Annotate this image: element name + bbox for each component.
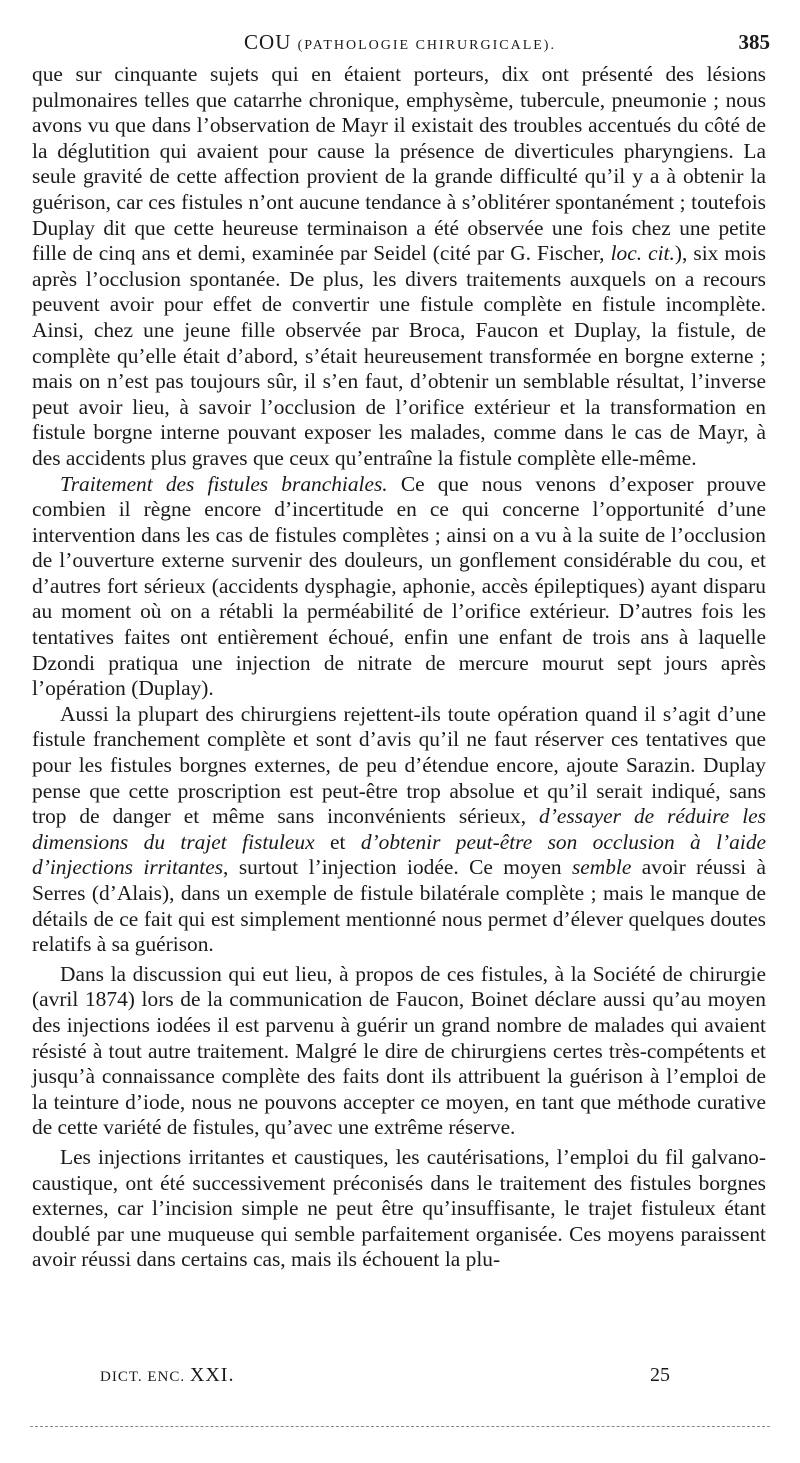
volume-number: XXI.: [189, 1364, 235, 1386]
running-header: [0, 28, 800, 58]
running-title-sub: (PATHOLOGIE CHIRURGICALE).: [297, 38, 556, 53]
body-text: [32, 62, 766, 1273]
paragraph-2: [32, 472, 766, 702]
scan-edge-line: [30, 1426, 770, 1427]
printer-signature: [100, 1364, 234, 1387]
page-number: 385: [738, 30, 770, 54]
paragraph-3-italic: semble: [571, 855, 632, 880]
paragraph-3-segment: Aussi la plupart des chirurgiens rejettent-ils toute opération quand il s’agit d’une fistule franchement complète et sont d’avis qu’il ne faut réserver ces tentatives que pour les fistules borgnes externes, de peu d’étendue encore, ajoute Sarazin. Duplay pense que cette proscription est peut-être trop absolue et qu’il serait indiqué, sans trop de danger et même sans inconvénients sérieux,: [32, 701, 766, 829]
signature-abbrev: DICT. ENC.: [100, 1369, 186, 1385]
paragraph-2-segment: Ce que nous venons d’exposer prouve combien il règne encore d’incertitude en ce qui concerne l’opportunité d’une intervention dans les cas de fistules complètes ; ainsi on a vu à la suite de l’occlusion de l’ouverture externe survenir des douleurs, un gonflement considérable du cou, et d’autres fort sérieux (accidents dysphagie, aphonie, accès épileptiques) ayant disparu au moment où on a rétabli la perméabilité de l’orifice extérieur. D’autres fois les tentatives faites ont entièrement échoué, enfin une enfant de trois ans à laquelle Dzondi pratiqua une injection de nitrate de mercure mourut sept jours après l’opération (Duplay).: [32, 471, 767, 701]
paragraph-3: [32, 702, 766, 958]
running-title-main: COU: [244, 30, 292, 54]
sheet-number: 25: [650, 1364, 670, 1386]
paragraph-3-segment: , surtout l’injection iodée. Ce moyen: [223, 855, 572, 880]
paragraph-3-segment: et: [314, 829, 361, 854]
signature-footer: [0, 1364, 800, 1394]
running-title: [0, 30, 800, 55]
paragraph-4: [32, 962, 766, 1141]
paragraph-1-segment: ), six mois après l’occlusion spontanée. De plus, les divers traitements auxquels on a recours peuvent avoir pour effet de convertir une fistule complète en fistule incomplète. Ainsi, chez une jeune fille observée par Broca, Faucon et Duplay, la fistule, de complète qu’elle était d’abord, s’était heureusement transformée en borgne externe ; mais on n’est pas toujours sûr, il s’en faut, d’obtenir un semblable résultat, l’inverse peut avoir lieu, à savoir l’occlusion de l’orifice extérieur et la transformation en fistule borgne interne pouvant exposer les malades, comme dans le cas de Mayr, à des accidents plus graves que ceux qu’entraîne la fistule complète elle-même.: [32, 241, 766, 470]
paragraph-4-segment: Dans la discussion qui eut lieu, à propos de ces fistules, à la Société de chirurgie (avril 1874) lors de la communication de Faucon, Boinet déclare aussi qu’au moyen des injections iodées il est parvenu à guérir un grand nombre de malades qui avaient résisté à tout autre traitement. Malgré le dire de chirurgiens certes très-compétents et jusqu’à connaissance complète des faits dont ils attribuent la guérison à l’emploi de la teinture d’iode, nous ne pouvons accepter ce moyen, en tant que méthode curative de cette variété de fistules, qu’avec une extrême réserve.: [32, 961, 766, 1140]
paragraph-3-segment: avoir réussi à Serres (d’Alais), dans un exemple de fistule bilatérale complète ; mais le manque de détails de ce fait qui est simplement mentionné nous permet d’élever quelques doutes relatifs à sa guérison.: [32, 855, 766, 957]
paragraph-3-italic: d’essayer de réduire les dimensions du trajet fistuleux: [32, 804, 767, 854]
paragraph-1: [32, 62, 766, 472]
section-heading-traitement: Traitement des fistules branchiales.: [60, 471, 388, 496]
paragraph-5-segment: Les injections irritantes et caustiques, les cautérisations, l’emploi du fil galvano-caustique, ont été successivement préconisés dans le traitement des fistules borgnes externes, car l’incision simple ne peut être qu’insuffisante, le trajet fistuleux étant doublé par une muqueuse qui semble parfaitement organisée. Ces moyens paraissent avoir réussi dans certains cas, mais ils échouent la plu-: [32, 1144, 766, 1272]
paragraph-1-italic: loc. cit.: [610, 241, 675, 266]
paragraph-1-segment: que sur cinquante sujets qui en étaient porteurs, dix ont présenté des lésions pulmonaires telles que catarrhe chronique, emphysème, tubercule, pneumonie ; nous avons vu que dans l’observation de Mayr il existait des troubles accentués du côté de la déglutition qui avaient pour cause la présence de diverticules pharyngiens. La seule gravité de cette affection provient de la grande difficulté qu’il y a à obtenir la guérison, car ces fistules n’ont aucune tendance à s’oblitérer spontanément ; toutefois Duplay dit que cette heureuse terminaison a été observée une fois chez une petite fille de cinq ans et demi, examinée par Seidel (cité par G. Fischer,: [32, 62, 766, 266]
paragraph-3-italic: d’obtenir peut-être son occlusion à l’aide d’injections irritantes: [32, 829, 767, 880]
paragraph-5: [32, 1145, 766, 1273]
